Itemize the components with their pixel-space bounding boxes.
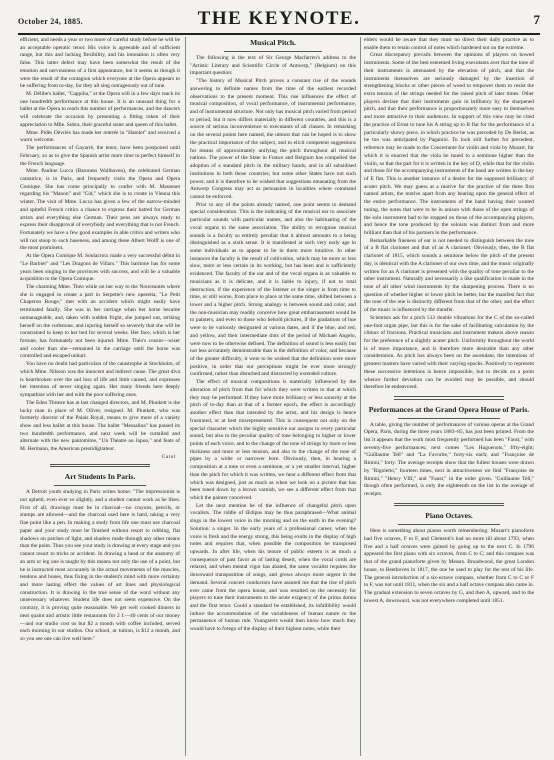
column-1 bbox=[20, 37, 180, 756]
title-rule bbox=[398, 418, 500, 419]
article-title: Art Students In Paris. bbox=[64, 472, 136, 482]
article-paragraph: You have no doubt had particulars of the catastrophe at Stockholm, of which Mme. Nilsson was the innocent and indirect cause. The great diva is heartbroken over the sad loss of life and limb caused, and expresses her intention of never singing again. Her many friends here deeply sympathize with her and with the poor suffering ones. bbox=[20, 361, 180, 399]
article-paragraph: The following is the text of Sir George Macfarren's address to the "Artistic Literary and Scientific Circle of Antwerp," (Belgium) on this important question: bbox=[190, 55, 356, 77]
header-rule bbox=[18, 33, 540, 35]
column-3 bbox=[364, 37, 534, 756]
article-paragraph: At the Opera Comique M. Soulacroix made a very successful début in "Le Barbier" and "Les Dragons de Villars." This baritone has for some years been singing in the provinces with success, and will be a valuable acquisition to the Opera Comique. bbox=[20, 253, 180, 283]
article-paragraph: Mme. Pauline Lucca (Baroness Wallhoven), the celebrated German cantatrice, is in Paris, and frequently visits the Opera and Opera Comique. She has come principally to confer with M. Massenet regarding his "Manon" and "Cid," which she is to create in Vienna this winter. The visit of Mme. Lucca has given a few of the narrow-minded and spiteful French critics a chance to express their hatred for German artists and everything else German. Their pens are always ready to express their disapproval of everybody and everything that is not French. Fortunately we have a few good examples in able critics and writers who will not stoop to such baseness, and among these Albert Wolff is one of the most prominent. bbox=[20, 168, 180, 252]
article-paragraph: The charming Mme. Théo while on her way to the Nouveautés where she is engaged to create a part in Serpette's new operetta, "Le Petit Chaperon Rouge," met with an accident which might easily have terminated fatally. She was in her carriage when her horse became unmanageable, and, taken with sudden fright, she jumped out, striking herself on the curbstone, and injuring herself so severely that she will be constrained to keep to her bed for several weeks. Her face, which is her fortune, has fortunately not been injured. Mme. Théo's cousin—wiser and cooler than she—remained in the carriage until the horse was controlled and escaped unhurt. bbox=[20, 284, 180, 360]
page-header bbox=[18, 8, 540, 30]
article-paragraph: The Eden Theatre has at last changed directors, and M. Plunkett is the lucky man in place of M. Oliver, resigned. M. Plunkett, who was formerly director of the Palais Royal, means to give more of a variety show and less ballet at this house. The ballet "Messalina" has passed its two hundredth performance, and next week will be curtailed and alternate with the new pantomime, "Un Théatre au Japon," and feats of M. Hermann, the American prestidigitateur. bbox=[20, 399, 180, 453]
article-paragraph: A table, giving the number of performances of various operas at the Grand Opera, Paris, during the three years 1883–85, has just been printed. From the list it appears that the work most frequently performed has been "Faust," with seventy-five performances; next comes "Les Huguenots," fifty-eight; "Guillaume Tell" and "La Favorite," forty-six each; and "Françoise de Rimini," forty. The average receipts show that the fullest houses were drawn by "Rigoletto," fourteen times, next in attractiveness we find "Françoise de Rimini," "Henry VIII," and "Faust," in the order given. "Guillaume Tell," though often performed, is only the eighteenth on the list in the average of receipts. bbox=[364, 421, 534, 498]
article-separator bbox=[50, 464, 150, 468]
article-paragraph: Remarkable fineness of ear is not needed to distinguish between the tone of a B flat clarionet and that of an A clarionet. Obviously, then, the B flat clarionet of 1815, which sounds a semitone below the pitch of the present day, is identical with the A clarionet of our own time, and the music originally written for an A clarionet is presented with the quality of tone peculiar to the other instrument. Naturally and necessarily a like qualification is made in the tone of all other wind instruments by the sharpening process. There is no question of whether higher or lower pitch be better, but the manifest fact that the tone of the one is distinctly different from that of the other, and the effect of the music is influenced by the transfer. bbox=[364, 237, 534, 314]
article-title: Musical Pitch. bbox=[250, 38, 296, 47]
column-divider bbox=[185, 37, 186, 756]
article-paragraph: Scientists ask for a pitch 512 double vibrations for the C of the so-called one-foot organ pipe, but this is for the sake of facilitating calculation by the climax of fractions. Practical musicians and instrument makers above reason for the preference of a slightly acuter pitch. Uniformity throughout the world is of more importance, and is therefore more desirable than any other consideration. As pitch has always been on the ascendant, the intentions of greatest masters have varied with their varying epochs. Positively to represent these successive intentions is hence impossible, but to decide on a point whence further deviation can be avoided may be possible, and should therefore be endeavored. bbox=[364, 314, 534, 391]
article-paragraph: Let the next mention be of the influence of changeful pitch upon vocalists. The riddle of Œdipus may be thus paraphrased—What animal sings in the lowest voice in the morning and on the earth in the evening? Solution: a singer. In the early years of a professional career, when the voice is fresh and the energy strong, this being exults in the display of high notes and requires that, when possible the composition be transposed upwards. In after life, when his tenure of public esteem is as much a consequence of past favor as of lasting desert, when the vocal cords are relaxed, and when mental vigor has abated, the same vocalist requires the downward transposition of songs, and grows always more urgent in the demand. Several concert conductors have assured me that the rise of pitch ever came from the opera house, and was resulted on the necessity for players to tune their instruments to the acute exigency of the prima donna and the first tenor. Could a standard be established, its infallibility would induce the accommodation of the variableness of human nature to the permanence of human rule. Youngsters would then know how much they would have to forego of the display of their highest notes, while their bbox=[190, 502, 356, 633]
article-paragraph: elders would be aware that they must no direct their daily practice as to enable them to retain control of notes which hardened not on the extreme. bbox=[364, 37, 534, 51]
article-paragraph: A Detroit youth studying in Paris writes home: "The impressionist is not upheld, even ever so slightly, and a student cannot work as he likes. First of all, drawings must be in charcoal—no crayons, pencils, or stumps are allowed—and the charcoal used here is hard, taking a very fine point like a pen. In making a study from life one must use charcoal paper and your study must be finished without resort to rubbing, flat shadows on patches of light, and shadow made through any other means than the point. Thus you see your study is drawing at every stage and you cannot resort to tricks or accident. In drawing a head or the anatomy of an arm or leg one is taught by this means not only the use of a point, but he is instructed most accurately in the actual movements of the muscles, tendons and bones, thus fixing in the student's mind with more certainty and more lasting effect the values of art lines and physiological construction. It is drawing in the true sense of the word without any unnecessary whatever. Student life does not seem expensive. On the contrary, it is proving quite reasonable. We get well cooked dinners in neat quaint and artistic little restaurants for 2 f.—40 cents of our money—and our studio cost us but $2 a month with coffee included, served each morning in our studios. Our school, or tuition, is $12 a month, and so you see one can live well here." bbox=[20, 489, 180, 642]
article-separator bbox=[394, 503, 504, 507]
issue-date: October 24, 1885. bbox=[18, 17, 83, 26]
article-paragraph: The effect of musical compositions is materially influenced by the alteration of pitch from that for which they were written to that at which they may be performed. If they have more brilliancy or less sonority at the pitch of to-day than at that of a former epoch, the effect is accordingly another effect than that intended by the artist, and his design is hence frustrated, or at best misrepresented. This is consequent not only on the special character which the highly sensitive ear assigns to every particular sound, but also to the peculiar quality of tone belonging to higher or lower points of each voice, and to the change of the tone of strings by more or less thickness and more or less tension, and also to the change of the tone of pipes by a wider or narrower bore. Obviously, then, in hearing a composition at a tone or even a semitone, or a yet smaller interval, higher than the pitch for which it was written, we hear a different effect from that which was designed, just as much as when we look on a picture that has been toned down by a brown varnish, we see a different effect from that which the painter conceived. bbox=[190, 379, 356, 501]
article-separator bbox=[394, 396, 504, 400]
masthead-title: THE KEYNOTE. bbox=[197, 8, 361, 29]
title-rule bbox=[224, 51, 322, 52]
column-2 bbox=[190, 37, 356, 756]
title-rule bbox=[398, 524, 500, 525]
article-paragraph: Prior to any of the points already named, one point seems to demand special consideration. This is the indicating of the musical ear to associate particular sounds with particular names, and also the habituating of the vocal organs to the same association. The ability to recognise musical sounds is a faculty so entirely peculiar that it almost amounts to a being distinguished as a sixth sense. It is manifested at such very early age in some individuals as to appear to be in them more intuitive. In other instances the faculty is the result of cultivation, which may be more or less slow, more or less certain in its working, but has been and is sufficiently evidenced. The faculty of the ear and of the vocal organs is as valuable to musicians as it is delicate, and it is liable to injury, if not to total destruction, if the experience of the listener or the singer is from time to time, or still worse, from place to place at the same time, shifted between a lower and a higher pitch. Strong analogy is between sound and color, and the non-musician may readily conceive how great embarrassment would be to painters, and even to those who behold pictures, if the gradations of hue were to be variously designated at various dates, and if the blue, and red, and yellow, and their intermediate tints of the period of Michael Angelo, were now to be otherwise defined. The definition of sound is less easily but not less accurately demonstrable than is the definition of color, and because of the greater difficulty, it were to be wished that the definition were more positive, in order that our perceptions might be ever more strongly confirmed, rather than disturbed and distracted by extended culture. bbox=[190, 201, 356, 378]
article-paragraph: efficient, and needs a year or two more of careful study before he will be an acceptable operatic tenor. His voice is agreeable and of sufficient range, but this and lacking flexibility, and his intonation is often very false. This latter defect may have been somewhat the result of the emotion and nervousness of a first appearance, but it seems as though it were the result of the contagion which everyone at the Opera appears to be suffering from to-day, for they all sing outrageously out of tune. bbox=[20, 37, 180, 90]
page-number: 7 bbox=[533, 12, 540, 27]
title-rule bbox=[54, 485, 146, 486]
article-paragraph: The performances of Gayarré, the tenor, have been postponed until February, so as to give the Spanish artist more time to perfect himself in the French language. bbox=[20, 145, 180, 167]
article-title: Piano Octaves. bbox=[425, 511, 473, 521]
article-paragraph: Mme. Pidès Dèvriès has made her rentrée in "Hamlet" and received a warm welcome. bbox=[20, 129, 180, 144]
article-title: Performances at the Grand Opera House of Paris. bbox=[368, 404, 530, 414]
author-signature: Carol bbox=[161, 454, 176, 460]
article-paragraph: M. Délibe's ballet, "Cappilia," at the Opera will in a few days reach its one hundredth performance at this house. It is an unusual thing for a ballet at the Opera to reach this number of performances, and the dancers will celebrate the occasion by presenting a fitting token of their appreciation to Mlle. Subra, their graceful sister and queen of this ballet. bbox=[20, 91, 180, 128]
article-paragraph: Here is something about pianos worth remembering: Mozart's pianoforte had five octaves, F to F, and Clementi's had no more till about 1793, when five and a half octaves were gained by going up to the next C. In 1796 appeared the first piano with six octaves, from C to C; and this compass was that of the grand pianoforte given by Messrs. Broadwood, the great London house, to Beethoven in 1817, the one he used to play for the rest of his life. The general introduction of a six-octave compass, whether from C to C or F to F, was not until 1811, when the six and a half octave compass also came in. The gradual extension to seven octaves by G, and then A, upward, and to the lowest A, downward, was not everywhere completed until 1851. bbox=[364, 528, 534, 604]
article-paragraph: Great discrepancy prevails between the opinions of players on bowed instruments. Some of the best esteemed living executants aver that the tone of their instruments is attenuated by the elevation of pitch, and that the instruments themselves are seriously damaged by the insertion of strengthening blocks or other pieces of wood to empower them to resist the extra tension of the strings needed for the raised pitch of later times. Other players declare that their instruments gain in brilliancy by the sharpened pitch, and that their performance is proportionately more easy to themselves and more attractive to their audiences. In support of this view may be cited the practice of Ernst to tune his A string up to B flat for the performance of a particularly showy piece, in which practice he was preceded by De Beriot, as he too was anticipated by Paganini. To look still further for precedent, reference may be made to the Concertante for violin and viola by Mozart, for which it is enacted that the viola be tuned to a semitone higher than the violin, so that the part for it is written in the key of D, while that for the violin and those for the accompanying instruments of the band are written in the key of E flat. This is another instance of a desire for the supposed brilliancy of acuter pitch. We may guess at a motive for the practice of the three first named artists, the motive apart from any bearing upon the general effect of the entire performance. The instruments of the band having their wonted tuning, the notes that were to be in unison with those of the open strings of the solo instrument had to be stopped on those of the accompanying players, and hence the tone produced by the soloists was distinct from and more brilliant than that of his partners in the performance. bbox=[364, 52, 534, 236]
column-divider bbox=[360, 37, 361, 756]
article-paragraph: "The history of Musical Pitch proves a constant rise of the sounds answering to definite names from the time of the earliest recorded observations to the present moment. This rise influences the effect of musical composition, of vocal performance, of instrumental performance, and of instrumental structure. Not only has musical pitch varied from period to period, but it now differs materially in different countries, and this is a source of serious inconvenience to executants of all classes. In remarking on the several points here named, the utmost that can be hoped is to show the practical importance of the subject, and to elicit competent suggestions for means of approximately unifying the pitch throughout all musical nations. The power of the State in France and Belgium has compelled the adoption of a standard pitch in the military bands, and in all subsidised institutions in both those countries; but some other States have not such power, and it is therefore to be wished that suggestions emanating from the Antwerp Congress may act as persuasion in localities where command cannot be enforced. bbox=[190, 78, 356, 200]
